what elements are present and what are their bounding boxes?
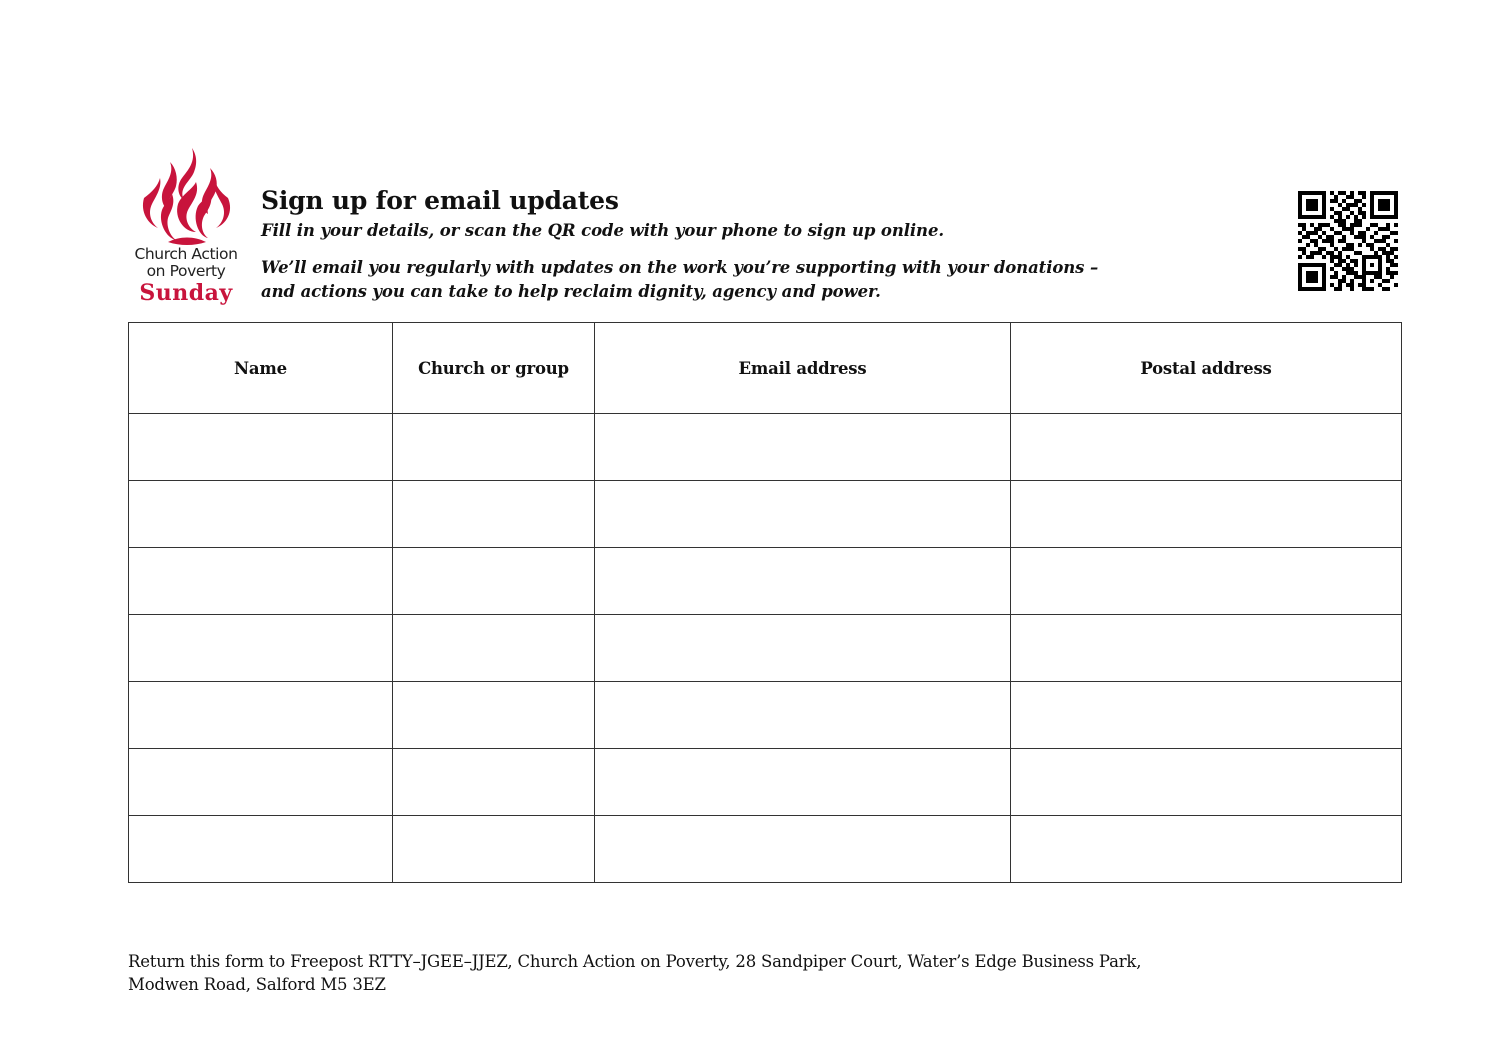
cell-postal-address[interactable]	[1011, 615, 1402, 682]
page-title: Sign up for email updates	[261, 186, 619, 215]
cell-church-or-group[interactable]	[393, 548, 595, 615]
logo-line-on-poverty: on Poverty	[146, 262, 226, 280]
column-header-church-or-group: Church or group	[393, 323, 595, 414]
logo-wordmark	[124, 246, 248, 305]
cell-church-or-group[interactable]	[393, 682, 595, 749]
form-intro-line-1: We’ll email you regularly with updates on the work you’re supporting with your donations –	[261, 258, 1099, 277]
table-row	[129, 816, 1402, 883]
return-address-line-1: Return this form to Freepost RTTY–JGEE–JJEZ, Church Action on Poverty, 28 Sandpiper Court, Water’s Edge Business Park,	[128, 952, 1142, 971]
table-header-row	[129, 323, 1402, 414]
table-row	[129, 481, 1402, 548]
column-header-email-address: Email address	[595, 323, 1011, 414]
cell-church-or-group[interactable]	[393, 414, 595, 481]
signup-table	[128, 322, 1402, 883]
cell-name[interactable]	[129, 749, 393, 816]
cell-email-address[interactable]	[595, 548, 1011, 615]
table-row	[129, 414, 1402, 481]
cell-email-address[interactable]	[595, 749, 1011, 816]
cell-postal-address[interactable]	[1011, 816, 1402, 883]
return-address	[128, 950, 1328, 996]
cell-postal-address[interactable]	[1011, 682, 1402, 749]
column-header-name: Name	[129, 323, 393, 414]
form-instructions: Fill in your details, or scan the QR code with your phone to sign up online.	[261, 221, 944, 240]
logo-line-church-action: Church Action	[134, 245, 238, 263]
cell-name[interactable]	[129, 615, 393, 682]
logo-line-sunday: Sunday	[139, 280, 233, 306]
table-row	[129, 615, 1402, 682]
cell-name[interactable]	[129, 414, 393, 481]
flame-icon	[138, 148, 234, 246]
qr-code-icon	[1298, 191, 1398, 291]
cell-name[interactable]	[129, 481, 393, 548]
form-intro	[261, 256, 1261, 304]
cell-email-address[interactable]	[595, 682, 1011, 749]
form-intro-line-2: and actions you can take to help reclaim dignity, agency and power.	[261, 282, 881, 301]
cell-church-or-group[interactable]	[393, 481, 595, 548]
cell-church-or-group[interactable]	[393, 749, 595, 816]
form-header	[261, 184, 1261, 304]
cell-email-address[interactable]	[595, 414, 1011, 481]
return-address-line-2: Modwen Road, Salford M5 3EZ	[128, 975, 386, 994]
cell-name[interactable]	[129, 682, 393, 749]
cell-email-address[interactable]	[595, 615, 1011, 682]
table-row	[129, 749, 1402, 816]
cell-postal-address[interactable]	[1011, 548, 1402, 615]
table-row	[129, 682, 1402, 749]
cell-postal-address[interactable]	[1011, 481, 1402, 548]
cell-email-address[interactable]	[595, 816, 1011, 883]
cell-church-or-group[interactable]	[393, 816, 595, 883]
cell-name[interactable]	[129, 548, 393, 615]
table-row	[129, 548, 1402, 615]
cell-church-or-group[interactable]	[393, 615, 595, 682]
cell-postal-address[interactable]	[1011, 414, 1402, 481]
church-action-on-poverty-logo	[124, 148, 248, 304]
cell-postal-address[interactable]	[1011, 749, 1402, 816]
cell-name[interactable]	[129, 816, 393, 883]
signup-table-body	[129, 414, 1402, 883]
cell-email-address[interactable]	[595, 481, 1011, 548]
column-header-postal-address: Postal address	[1011, 323, 1402, 414]
